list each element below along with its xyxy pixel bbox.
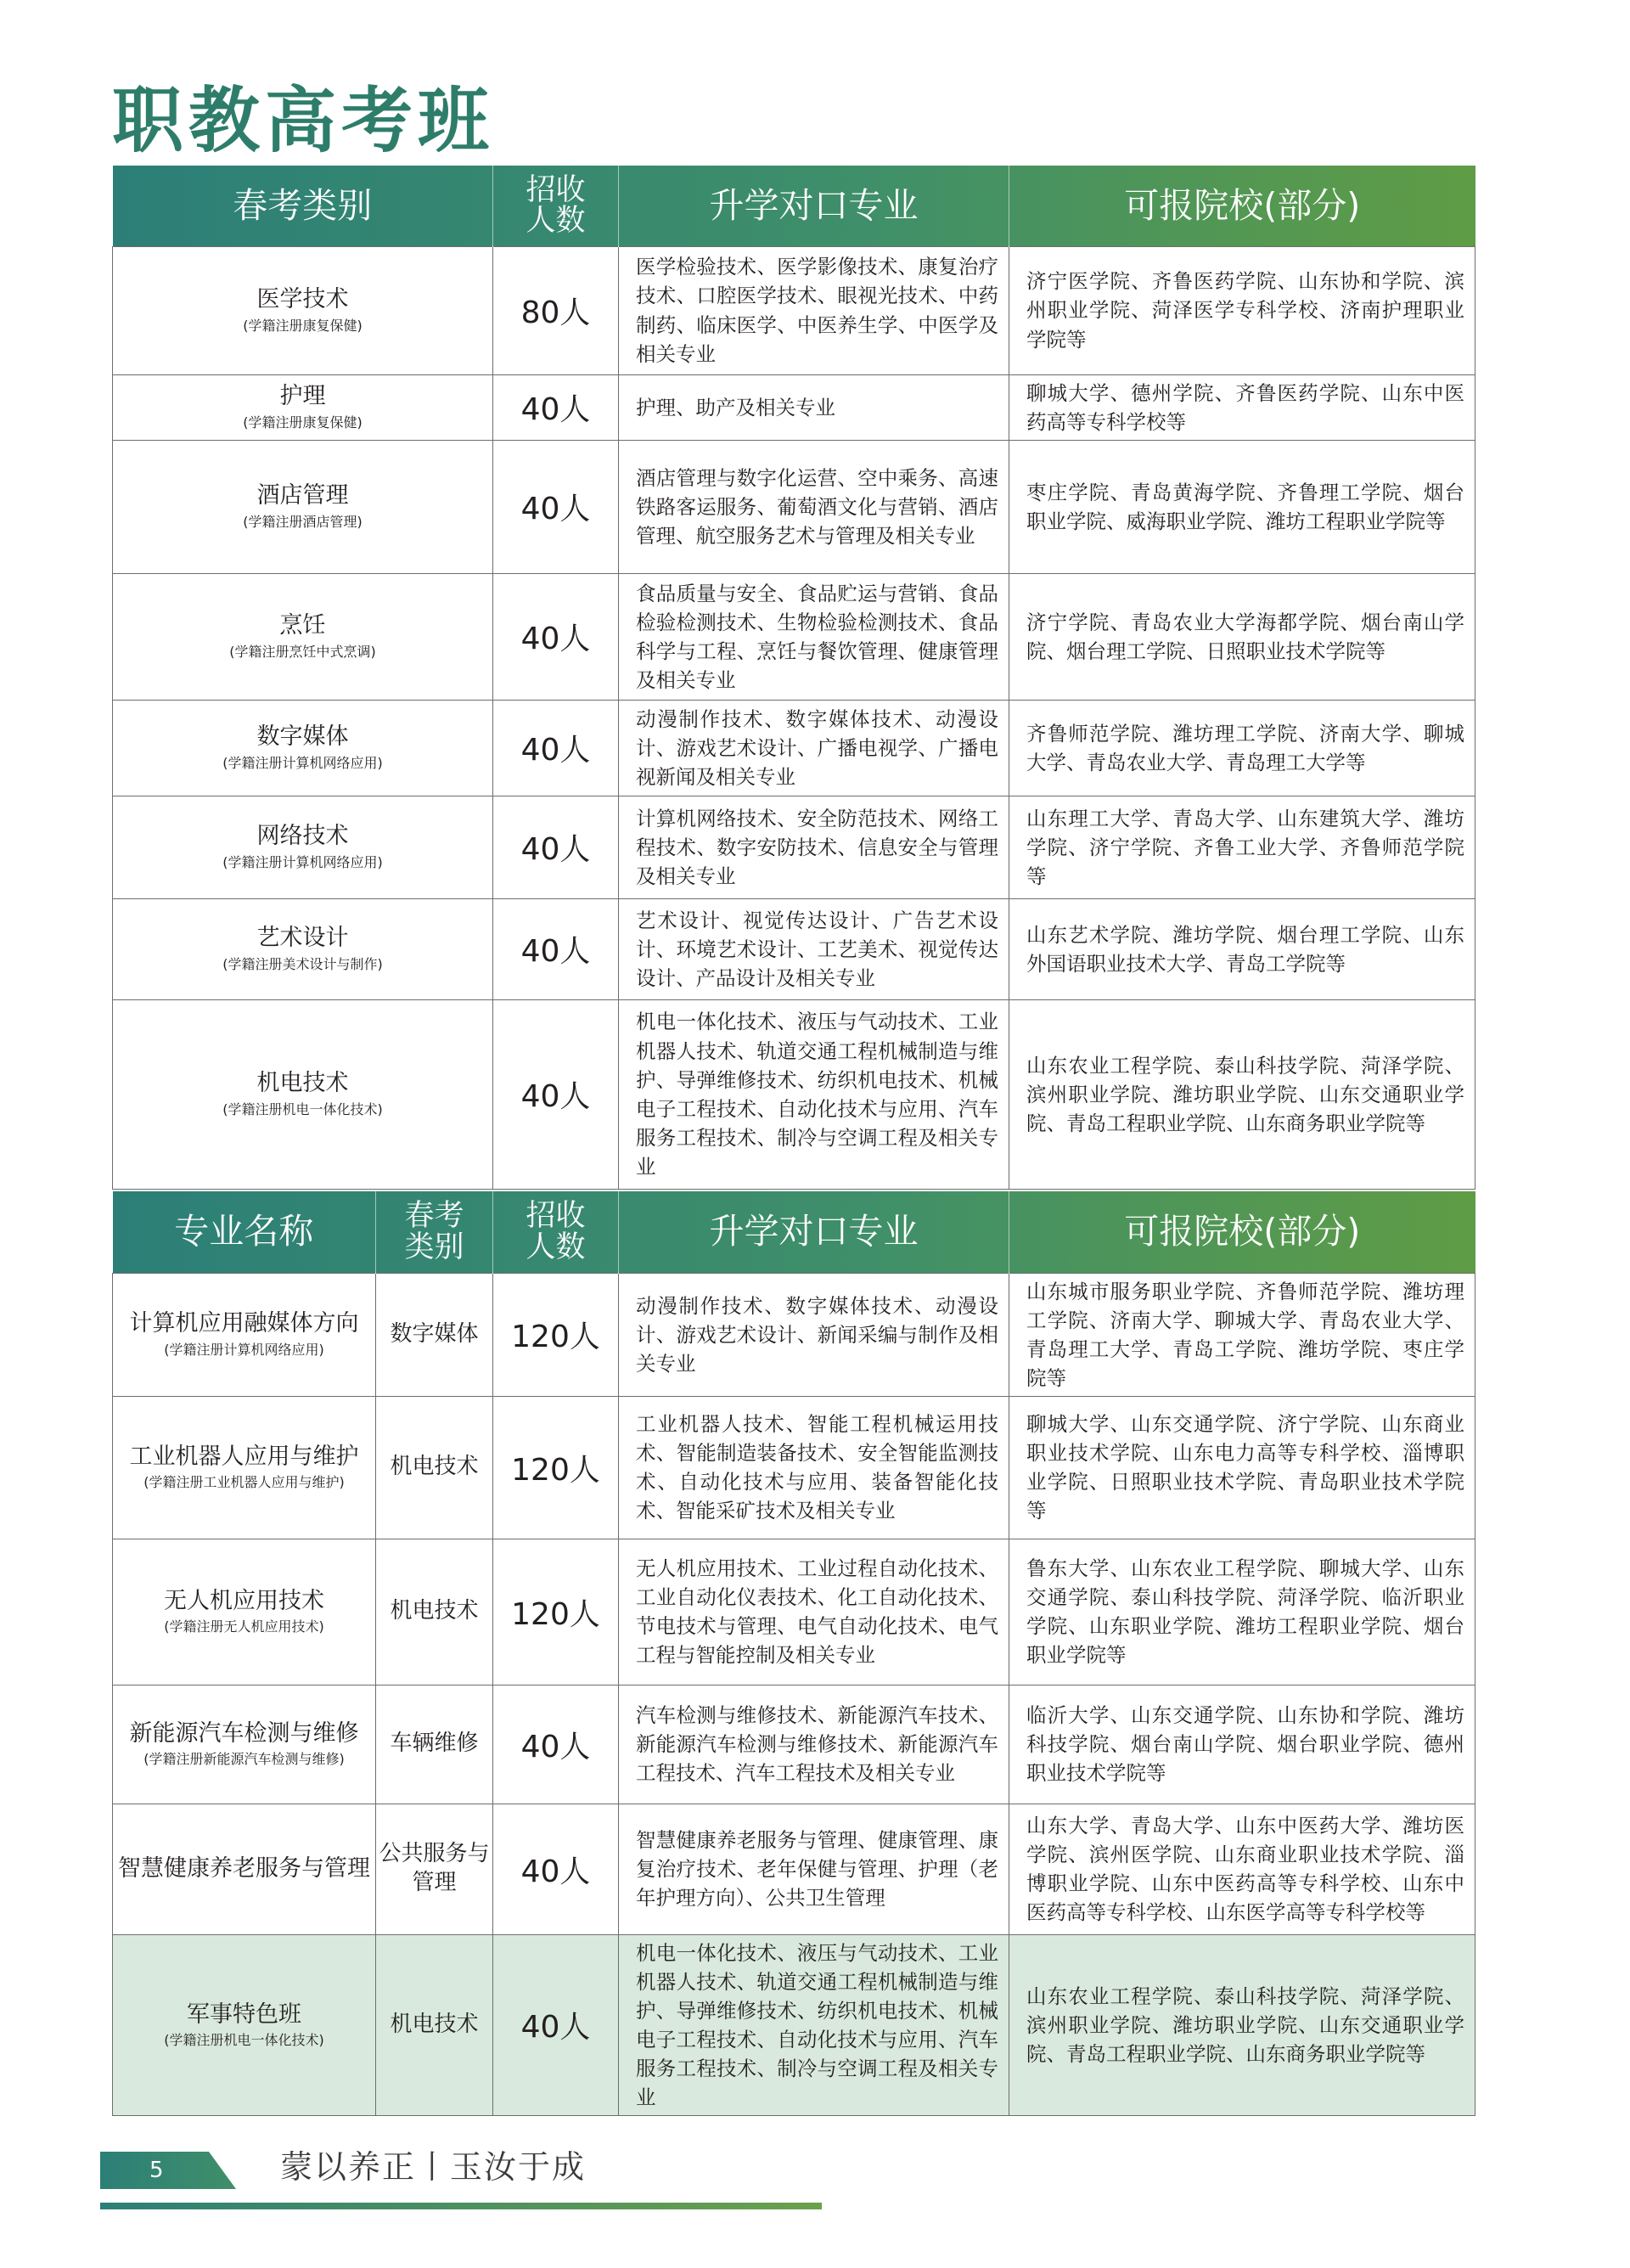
header-schools: 可报院校(部分) bbox=[1124, 1211, 1361, 1252]
schools-cell: 山东艺术学院、潍坊学院、烟台理工学院、山东外国语职业技术大学、青岛工学院等 bbox=[1009, 898, 1475, 999]
count-cell: 40人 bbox=[493, 898, 619, 999]
category-cell bbox=[113, 796, 493, 898]
spring-exam-table bbox=[112, 166, 1475, 1190]
table-row bbox=[113, 1396, 1475, 1539]
category-name: 烹饪 bbox=[279, 612, 326, 639]
category-cell: 机电技术 bbox=[376, 1539, 493, 1685]
header-schools: 可报院校(部分) bbox=[1124, 184, 1361, 226]
count-cell: 40人 bbox=[493, 1934, 619, 2115]
count-cell: 40人 bbox=[493, 700, 619, 796]
count-cell: 40人 bbox=[493, 1804, 619, 1934]
header-majors: 升学对口专业 bbox=[619, 1191, 1009, 1273]
category-name: 机电技术 bbox=[256, 1070, 349, 1097]
count-cell: 120人 bbox=[493, 1273, 619, 1396]
table-row bbox=[113, 1685, 1475, 1804]
header-count: 招收人数 bbox=[493, 166, 619, 246]
category-cell bbox=[113, 898, 493, 999]
registration-note: (学籍注册康复保健) bbox=[243, 414, 363, 431]
count-cell: 40人 bbox=[493, 573, 619, 700]
count-cell: 80人 bbox=[493, 246, 619, 374]
count-cell: 40人 bbox=[493, 440, 619, 573]
table-row bbox=[113, 440, 1475, 573]
majors-cell: 工业机器人技术、智能工程机械运用技术、智能制造装备技术、安全智能监测技术、自动化技术与应用、装备智能化技术、智能采矿技术及相关专业 bbox=[619, 1396, 1009, 1539]
registration-note: (学籍注册计算机网络应用) bbox=[222, 754, 383, 771]
schools-cell: 鲁东大学、山东农业工程学院、聊城大学、山东交通学院、泰山科技学院、菏泽学院、临沂职业学院、山东职业学院、潍坊工程职业学院、烟台职业学院等 bbox=[1009, 1539, 1475, 1685]
registration-note: (学籍注册工业机器人应用与维护) bbox=[143, 1474, 345, 1491]
majors-cell: 医学检验技术、医学影像技术、康复治疗技术、口腔医学技术、眼视光技术、中药制药、临床医学、中医养生学、中医学及相关专业 bbox=[619, 246, 1009, 374]
category-cell: 机电技术 bbox=[376, 1934, 493, 2115]
major-name: 无人机应用技术 bbox=[164, 1588, 324, 1615]
major-cell bbox=[113, 1685, 376, 1804]
category-cell bbox=[113, 246, 493, 374]
major-name: 新能源汽车检测与维修 bbox=[129, 1720, 359, 1747]
major-name: 军事特色班 bbox=[187, 2001, 301, 2028]
schools-cell: 聊城大学、山东交通学院、济宁学院、山东商业职业技术学院、山东电力高等专科学校、淄博职业学院、日照职业技术学院、青岛职业技术学院等 bbox=[1009, 1396, 1475, 1539]
schools-cell: 齐鲁师范学院、潍坊理工学院、济南大学、聊城大学、青岛农业大学、青岛理工大学等 bbox=[1009, 700, 1475, 796]
count-cell: 40人 bbox=[493, 999, 619, 1189]
majors-cell: 酒店管理与数字化运营、空中乘务、高速铁路客运服务、葡萄酒文化与营销、酒店管理、航空服务艺术与管理及相关专业 bbox=[619, 440, 1009, 573]
registration-note: (学籍注册美术设计与制作) bbox=[222, 955, 383, 972]
header-major: 专业名称 bbox=[113, 1191, 376, 1273]
major-cell bbox=[113, 1273, 376, 1396]
registration-note: (学籍注册无人机应用技术) bbox=[164, 1618, 324, 1635]
category-name: 酒店管理 bbox=[256, 482, 349, 509]
majors-cell: 动漫制作技术、数字媒体技术、动漫设计、游戏艺术设计、广播电视学、广播电视新闻及相关专业 bbox=[619, 700, 1009, 796]
category-cell bbox=[113, 573, 493, 700]
schools-cell: 济宁医学院、齐鲁医药学院、山东协和学院、滨州职业学院、菏泽医学专科学校、济南护理职业学院等 bbox=[1009, 246, 1475, 374]
header-majors: 升学对口专业 bbox=[619, 166, 1009, 246]
category-name: 数字媒体 bbox=[256, 723, 349, 751]
major-cell bbox=[113, 1539, 376, 1685]
registration-note: (学籍注册烹饪中式烹调) bbox=[229, 643, 376, 660]
category-cell bbox=[113, 700, 493, 796]
registration-note: (学籍注册酒店管理) bbox=[243, 513, 363, 530]
count-cell: 120人 bbox=[493, 1539, 619, 1685]
majors-cell: 无人机应用技术、工业过程自动化技术、工业自动化仪表技术、化工自动化技术、节电技术与管理、电气自动化技术、电气工程与智能控制及相关专业 bbox=[619, 1539, 1009, 1685]
category-cell: 车辆维修 bbox=[376, 1685, 493, 1804]
footer-divider bbox=[100, 2203, 822, 2209]
schools-cell: 临沂大学、山东交通学院、山东协和学院、潍坊科技学院、烟台南山学院、烟台职业学院、德州职业技术学院等 bbox=[1009, 1685, 1475, 1804]
category-cell bbox=[113, 440, 493, 573]
majors-cell: 护理、助产及相关专业 bbox=[619, 374, 1009, 440]
page-title: 职教高考班 bbox=[112, 78, 495, 162]
category-name: 护理 bbox=[279, 383, 326, 410]
majors-cell: 机电一体化技术、液压与气动技术、工业机器人技术、轨道交通工程机械制造与维护、导弹维修技术、纺织机电技术、机械电子工程技术、自动化技术与应用、汽车服务工程技术、制冷与空调工程及相关专业 bbox=[619, 999, 1009, 1189]
table-row bbox=[113, 796, 1475, 898]
registration-note: (学籍注册计算机网络应用) bbox=[222, 853, 383, 870]
major-name: 智慧健康养老服务与管理 bbox=[118, 1855, 370, 1882]
table-row bbox=[113, 1273, 1475, 1396]
schools-cell: 山东城市服务职业学院、齐鲁师范学院、潍坊理工学院、济南大学、聊城大学、青岛农业大学、青岛理工大学、青岛工学院、潍坊学院、枣庄学院等 bbox=[1009, 1273, 1475, 1396]
category-name: 网络技术 bbox=[256, 823, 349, 850]
schools-cell: 山东大学、青岛大学、山东中医药大学、潍坊医学院、滨州医学院、山东商业职业技术学院、淄博职业学院、山东中医药高等专科学校、山东中医药高等专科学校、山东医学高等专科学校等 bbox=[1009, 1804, 1475, 1934]
majors-cell: 食品质量与安全、食品贮运与营销、食品检验检测技术、生物检验检测技术、食品科学与工程、烹饪与餐饮管理、健康管理及相关专业 bbox=[619, 573, 1009, 700]
major-program-table bbox=[112, 1191, 1475, 2116]
table-row bbox=[113, 246, 1475, 374]
major-name: 工业机器人应用与维护 bbox=[129, 1444, 359, 1471]
registration-note: (学籍注册计算机网络应用) bbox=[164, 1341, 324, 1358]
table-row bbox=[113, 374, 1475, 440]
major-cell bbox=[113, 1934, 376, 2115]
table-row bbox=[113, 898, 1475, 999]
header-count: 招收人数 bbox=[493, 1191, 619, 1273]
category-cell bbox=[113, 374, 493, 440]
major-cell bbox=[113, 1804, 376, 1934]
category-name: 医学技术 bbox=[256, 286, 349, 313]
category-cell: 数字媒体 bbox=[376, 1273, 493, 1396]
major-name: 计算机应用融媒体方向 bbox=[129, 1310, 359, 1337]
header-category: 春考类别 bbox=[376, 1191, 493, 1273]
footer-accent-bar bbox=[100, 2152, 236, 2189]
table-row bbox=[113, 999, 1475, 1189]
registration-note: (学籍注册机电一体化技术) bbox=[222, 1100, 383, 1117]
schools-cell: 聊城大学、德州学院、齐鲁医药学院、山东中医药高等专科学校等 bbox=[1009, 374, 1475, 440]
count-cell: 120人 bbox=[493, 1396, 619, 1539]
majors-cell: 机电一体化技术、液压与气动技术、工业机器人技术、轨道交通工程机械制造与维护、导弹维修技术、纺织机电技术、机械电子工程技术、自动化技术与应用、汽车服务工程技术、制冷与空调工程及相关专业 bbox=[619, 1934, 1009, 2115]
table-row bbox=[113, 1539, 1475, 1685]
majors-cell: 艺术设计、视觉传达设计、广告艺术设计、环境艺术设计、工艺美术、视觉传达设计、产品设计及相关专业 bbox=[619, 898, 1009, 999]
count-cell: 40人 bbox=[493, 374, 619, 440]
table-row bbox=[113, 1804, 1475, 1934]
registration-note: (学籍注册机电一体化技术) bbox=[164, 2032, 324, 2049]
category-name: 艺术设计 bbox=[256, 925, 349, 952]
schools-cell: 山东理工大学、青岛大学、山东建筑大学、潍坊学院、济宁学院、齐鲁工业大学、齐鲁师范学院等 bbox=[1009, 796, 1475, 898]
footer-slogan: 蒙以养正丨玉汝于成 bbox=[280, 2148, 587, 2186]
majors-cell: 汽车检测与维修技术、新能源汽车技术、新能源汽车检测与维修技术、新能源汽车工程技术、汽车工程技术及相关专业 bbox=[619, 1685, 1009, 1804]
schools-cell: 枣庄学院、青岛黄海学院、齐鲁理工学院、烟台职业学院、威海职业学院、潍坊工程职业学院等 bbox=[1009, 440, 1475, 573]
count-cell: 40人 bbox=[493, 796, 619, 898]
majors-cell: 计算机网络技术、安全防范技术、网络工程技术、数字安防技术、信息安全与管理及相关专业 bbox=[619, 796, 1009, 898]
schools-cell: 济宁学院、青岛农业大学海都学院、烟台南山学院、烟台理工学院、日照职业技术学院等 bbox=[1009, 573, 1475, 700]
page-number: 5 bbox=[149, 2158, 164, 2183]
count-cell: 40人 bbox=[493, 1685, 619, 1804]
category-cell: 公共服务与管理 bbox=[376, 1804, 493, 1934]
schools-cell: 山东农业工程学院、泰山科技学院、菏泽学院、滨州职业学院、潍坊职业学院、山东交通职业学院、青岛工程职业学院、山东商务职业学院等 bbox=[1009, 1934, 1475, 2115]
table-header-row bbox=[113, 1191, 1475, 1273]
table-header-row bbox=[113, 166, 1475, 246]
table-row bbox=[113, 1934, 1475, 2115]
category-cell bbox=[113, 999, 493, 1189]
registration-note: (学籍注册新能源汽车检测与维修) bbox=[143, 1751, 345, 1768]
majors-cell: 动漫制作技术、数字媒体技术、动漫设计、游戏艺术设计、新闻采编与制作及相关专业 bbox=[619, 1273, 1009, 1396]
table-row bbox=[113, 573, 1475, 700]
majors-cell: 智慧健康养老服务与管理、健康管理、康复治疗技术、老年保健与管理、护理（老年护理方向）、公共卫生管理 bbox=[619, 1804, 1009, 1934]
major-cell bbox=[113, 1396, 376, 1539]
header-category: 春考类别 bbox=[113, 166, 493, 246]
category-cell: 机电技术 bbox=[376, 1396, 493, 1539]
table-row bbox=[113, 700, 1475, 796]
registration-note: (学籍注册康复保健) bbox=[243, 317, 363, 334]
schools-cell: 山东农业工程学院、泰山科技学院、菏泽学院、滨州职业学院、潍坊职业学院、山东交通职业学院、青岛工程职业学院、山东商务职业学院等 bbox=[1009, 999, 1475, 1189]
